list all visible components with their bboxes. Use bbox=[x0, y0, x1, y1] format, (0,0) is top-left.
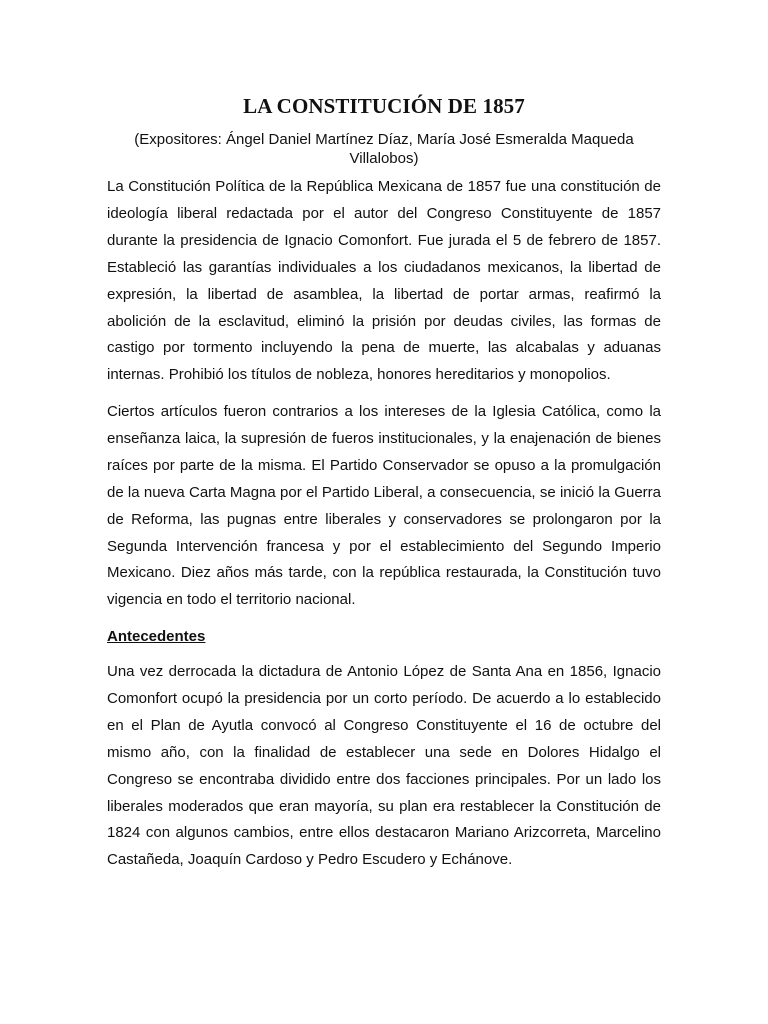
section-heading-antecedentes: Antecedentes bbox=[107, 628, 206, 645]
document-title: LA CONSTITUCIÓN DE 1857 bbox=[243, 94, 525, 118]
document-subtitle: (Expositores: Ángel Daniel Martínez Díaz, María José Esmeralda Maqueda Villalobos) bbox=[134, 131, 634, 167]
paragraph-church: Ciertos artículos fueron contrarios a los intereses de la Iglesia Católica, como la enseñanza laica, la supresión de fueros institucionales, y la enajenación de bienes raíces por parte de la misma. El Partido Conservador se opuso a la promulgación de la nueva Carta Magna por el Partido Liberal, a consecuencia, se inició la Guerra de Reforma, las pugnas entre liberales y conservadores se prolongaron por la Segunda Intervención francesa y por el establecimiento del Segundo Imperio Mexicano. Diez años más tarde, con la república restaurada, la Constitución tuvo vigencia en todo el territorio nacional. bbox=[107, 403, 661, 609]
paragraph-intro: La Constitución Política de la República Mexicana de 1857 fue una constitución de ideología liberal redactada por el autor del Congreso Constituyente de 1857 durante la presidencia de Ignacio Comonfort. Fue jurada el 5 de febrero de 1857. Estableció las garantías individuales a los ciudadanos mexicanos, la libertad de expresión, la libertad de asamblea, la libertad de portar armas, reafirmó la abolición de la esclavitud, eliminó la prisión por deudas civiles, las formas de castigo por tormento incluyendo la pena de muerte, las alcabalas y aduanas internas. Prohibió los títulos de nobleza, honores hereditarios y monopolios. bbox=[107, 178, 661, 384]
paragraph-antecedentes: Una vez derrocada la dictadura de Antonio López de Santa Ana en 1856, Ignacio Comonfort ocupó la presidencia por un corto período. De acuerdo a lo establecido en el Plan de Ayutla convocó al Congreso Constituyente el 16 de octubre del mismo año, con la finalidad de establecer una sede en Dolores Hidalgo el Congreso se encontraba dividido entre dos facciones principales. Por un lado los liberales moderados que eran mayoría, su plan era restablecer la Constitución de 1824 con algunos cambios, entre ellos destacaron Mariano Arizcorreta, Marcelino Castañeda, Joaquín Cardoso y Pedro Escudero y Echánove. bbox=[107, 663, 661, 869]
